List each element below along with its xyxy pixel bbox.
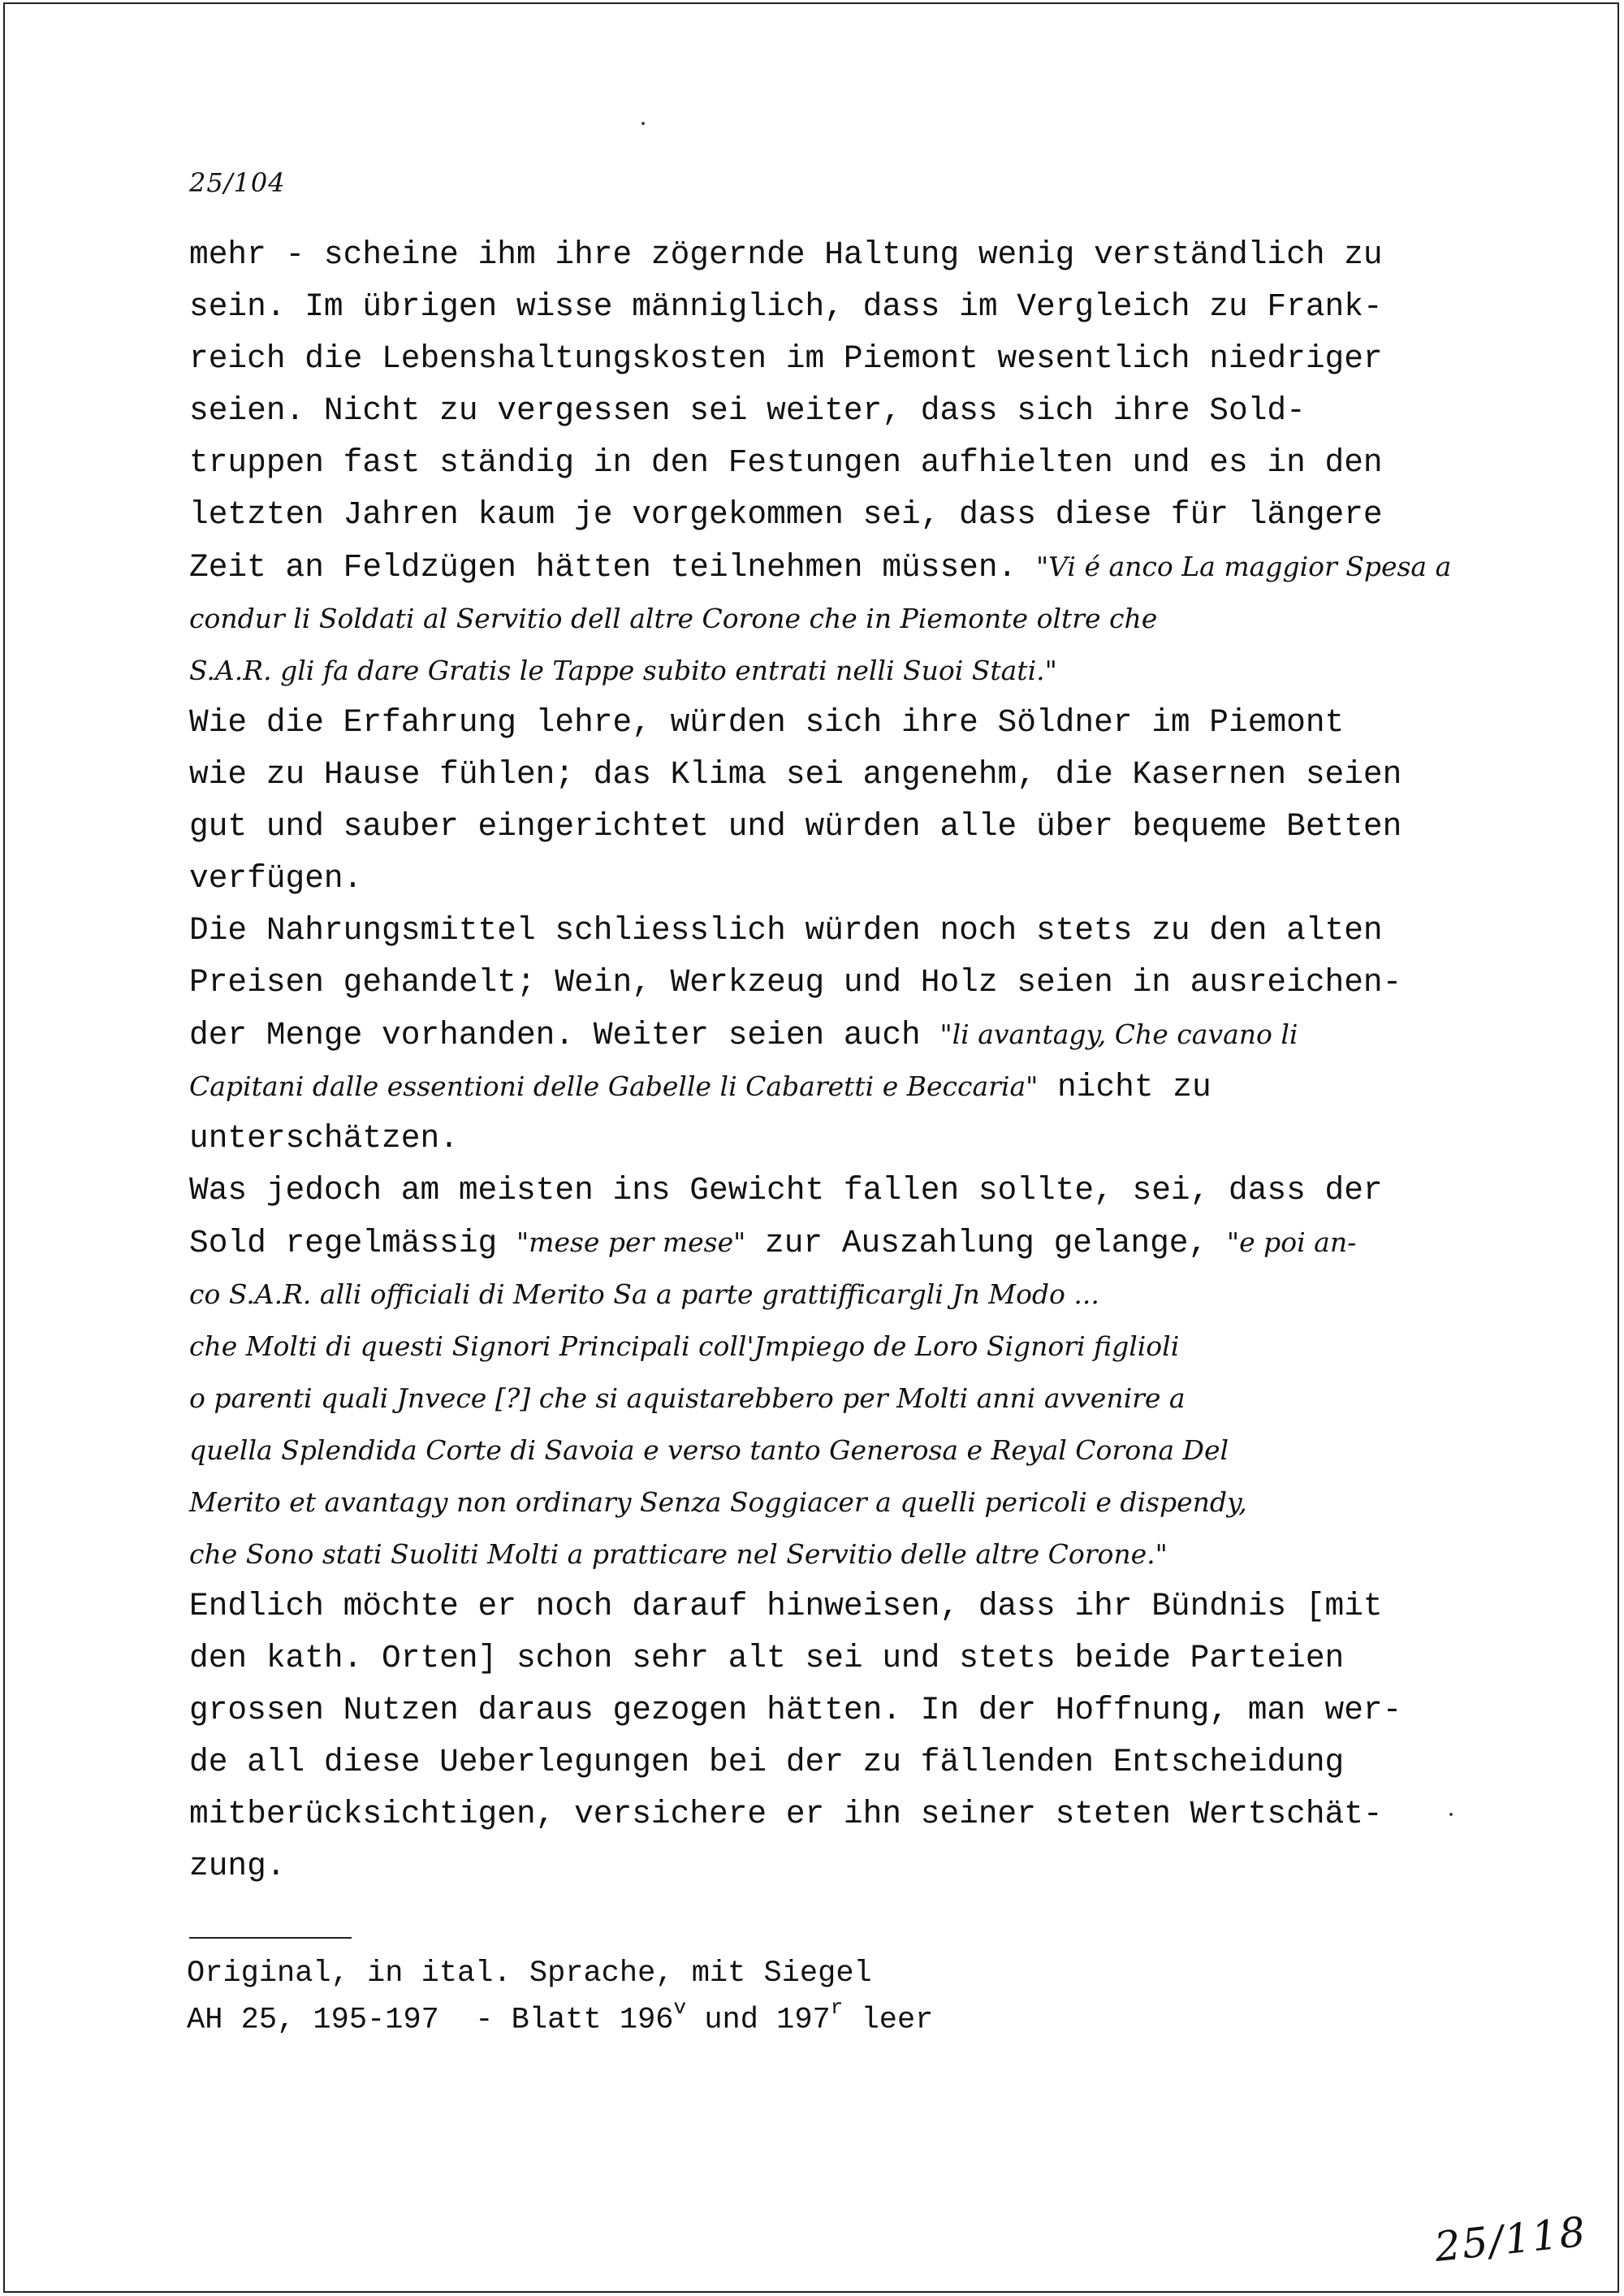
italian-quote-line: che Sono stati Suoliti Molti a pratticare nel Servitio delle altre Corone." (189, 1538, 1168, 1570)
italian-quote-line: che Molti di questi Signori Principali coll'Jmpiego de Loro Signori figlioli (189, 1330, 1180, 1362)
italian-quote-line: co S.A.R. alli officiali di Merito Sa a parte grattifficargli Jn Modo ... (189, 1278, 1099, 1310)
italian-quote: "li avantagy, Che cavano li (939, 1018, 1298, 1050)
footnote-line: Original, in ital. Sprache, mit Siegel (187, 1957, 872, 1991)
italian-quote-line: quella Splendida Corte di Savoia e verso tanto Generosa e Reyal Corona Del (189, 1434, 1229, 1466)
body-line (189, 1225, 1356, 1261)
body-line: mehr - scheine ihm ihre zögernde Haltung wenig verständlich zu (189, 236, 1383, 273)
body-line: grossen Nutzen daraus gezogen hätten. In der Hoffnung, man wer- (189, 1692, 1402, 1728)
italian-quote: "Vi é anco La maggior Spesa a (1035, 551, 1452, 582)
body-line: Wie die Erfahrung lehre, würden sich ihre Söldner im Piemont (189, 704, 1345, 741)
page-reference: 25/104 (189, 167, 286, 198)
superscript: v (673, 1995, 687, 2020)
footnote-line (187, 1995, 933, 2036)
body-line (189, 1017, 1298, 1053)
body-line: Was jedoch am meisten ins Gewicht fallen sollte, sei, dass der (189, 1172, 1383, 1209)
footnote-rule (189, 1937, 352, 1939)
body-text-span: Sold regelmässig (189, 1225, 516, 1261)
italian-quote-line: Merito et avantagy non ordinary Senza Soggiacer a quelli pericoli e dispendy, (189, 1486, 1247, 1518)
body-text-span: nicht zu (1038, 1069, 1212, 1105)
body-line: gut und sauber eingerichtet und würden alle über bequeme Betten (189, 808, 1402, 845)
italian-quote-line: condur li Soldati al Servitio dell altre Corone che in Piemonte oltre che (189, 603, 1158, 634)
body-line: den kath. Orten] schon sehr alt sei und stets beide Parteien (189, 1640, 1345, 1676)
footnote-text: leer (843, 2003, 934, 2038)
body-line: letzten Jahren kaum je vorgekommen sei, dass diese für längere (189, 496, 1383, 533)
body-line: Preisen gehandelt; Wein, Werkzeug und Holz seien in ausreichen- (189, 964, 1402, 1001)
footnote-text: und 197 (686, 2003, 831, 2038)
body-text-span: zur Auszahlung gelange, (745, 1225, 1227, 1261)
archive-number: 25/118 (1432, 2207, 1589, 2271)
italian-quote: Capitani dalle essentioni delle Gabelle li Cabaretti e Beccaria" (189, 1070, 1039, 1102)
body-line: truppen fast ständig in den Festungen aufhielten und es in den (189, 444, 1383, 481)
italian-quote-line: S.A.R. gli fa dare Gratis le Tappe subito entrati nelli Suoi Stati." (189, 655, 1057, 686)
body-line: wie zu Hause fühlen; das Klima sei angenehm, die Kasernen seien (189, 756, 1402, 793)
body-line: Die Nahrungsmittel schliesslich würden noch stets zu den alten (189, 912, 1383, 949)
italian-quote: "mese per mese" (516, 1226, 746, 1258)
body-line: verfügen. (189, 860, 363, 897)
body-line: sein. Im übrigen wisse männiglich, dass im Vergleich zu Frank- (189, 288, 1383, 325)
italian-quote-line: o parenti quali Jnvece [?] che si aquistarebbero per Molti anni avvenire a (189, 1382, 1186, 1414)
body-line: reich die Lebenshaltungskosten im Piemont wesentlich niedriger (189, 340, 1383, 377)
superscript: r (830, 1995, 844, 2020)
body-line: de all diese Ueberlegungen bei der zu fällenden Entscheidung (189, 1744, 1345, 1780)
body-line: mitberücksichtigen, versichere er ihn seiner steten Wertschät- (189, 1796, 1383, 1832)
body-line: unterschätzen. (189, 1120, 459, 1157)
body-line: seien. Nicht zu vergessen sei weiter, dass sich ihre Sold- (189, 392, 1306, 429)
scan-speck (641, 122, 645, 125)
body-text-span: der Menge vorhanden. Weiter seien auch (189, 1017, 940, 1053)
footnote-text: AH 25, 195-197 - Blatt 196 (187, 2003, 674, 2038)
body-line: zung. (189, 1848, 286, 1884)
italian-quote: "e poi an- (1226, 1226, 1357, 1258)
body-line (189, 1069, 1212, 1105)
body-line: Endlich möchte er noch darauf hinweisen, dass ihr Bündnis [mit (189, 1588, 1383, 1624)
body-line (189, 549, 1451, 586)
body-text-span: Zeit an Feldzügen hätten teilnehmen müssen. (189, 549, 1036, 586)
scan-speck (1449, 1813, 1453, 1816)
